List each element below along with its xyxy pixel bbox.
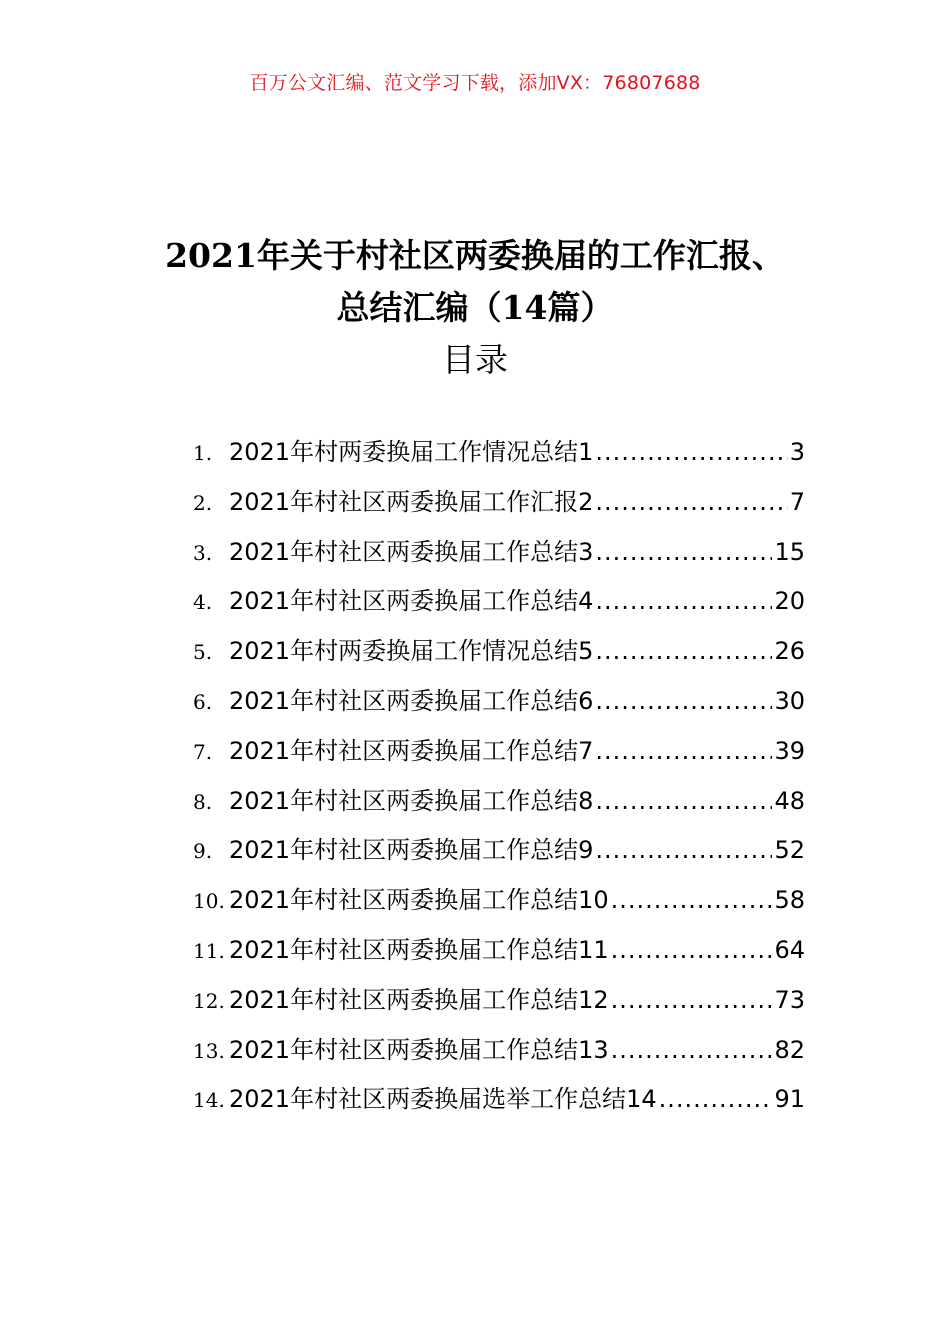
toc-leader-dots bbox=[595, 528, 772, 578]
toc-entry-number: 1. bbox=[193, 441, 213, 465]
toc-entry-title: 2021年村社区两委换届工作总结9 bbox=[229, 836, 594, 865]
toc-entry-title: 2021年村社区两委换届工作总结10 bbox=[229, 886, 609, 915]
toc-entry-title: 2021年村社区两委换届工作总结8 bbox=[229, 786, 594, 815]
table-of-contents bbox=[193, 428, 805, 1125]
toc-entry-number: 7. bbox=[193, 739, 213, 764]
header-note: 百万公文汇编、范文学习下载，添加VX：76807688 bbox=[249, 72, 701, 94]
toc-leader-dots bbox=[595, 577, 772, 627]
toc-entry[interactable] bbox=[193, 677, 805, 727]
toc-entry-page: 73 bbox=[774, 985, 805, 1014]
toc-leader-dots bbox=[595, 478, 787, 528]
toc-entry[interactable] bbox=[193, 876, 805, 926]
toc-entry[interactable] bbox=[193, 1026, 805, 1076]
toc-entry-page: 39 bbox=[774, 736, 805, 765]
toc-entry-title: 2021年村社区两委换届工作总结4 bbox=[229, 587, 594, 616]
toc-leader-dots bbox=[595, 727, 772, 777]
toc-entry-number: 6. bbox=[193, 689, 213, 714]
toc-entry-page: 82 bbox=[774, 1035, 805, 1064]
toc-leader-dots bbox=[595, 428, 787, 478]
toc-entry-page: 7 bbox=[789, 487, 805, 516]
toc-entry-page: 48 bbox=[774, 786, 805, 815]
toc-entry-page: 26 bbox=[774, 637, 805, 666]
toc-entry-page: 91 bbox=[774, 1085, 805, 1114]
toc-entry[interactable] bbox=[193, 777, 805, 827]
toc-leader-dots bbox=[611, 1026, 773, 1076]
toc-entry[interactable] bbox=[193, 727, 805, 777]
toc-entry-number: 9. bbox=[193, 839, 213, 864]
toc-entry-number: 11. bbox=[193, 938, 225, 963]
toc-entry-page: 3 bbox=[789, 438, 805, 466]
toc-entry-title: 2021年村社区两委换届工作总结6 bbox=[229, 686, 594, 715]
toc-entry-page: 64 bbox=[774, 935, 805, 964]
document-title-line-1: 2021年关于村社区两委换届的工作汇报、 bbox=[165, 236, 785, 275]
toc-leader-dots bbox=[611, 926, 773, 976]
toc-entry[interactable] bbox=[193, 478, 805, 528]
toc-leader-dots bbox=[611, 876, 773, 926]
toc-entry-number: 12. bbox=[193, 988, 225, 1013]
toc-entry-number: 3. bbox=[193, 540, 213, 565]
toc-entry-title: 2021年村社区两委换届工作总结3 bbox=[229, 537, 594, 566]
toc-entry-number: 8. bbox=[193, 789, 213, 814]
toc-leader-dots bbox=[595, 627, 772, 677]
toc-leader-dots bbox=[595, 826, 772, 876]
document-title-line-2: 总结汇编（14篇） bbox=[336, 288, 614, 327]
document-title bbox=[0, 230, 950, 334]
toc-heading: 目录 bbox=[442, 340, 508, 379]
toc-entry[interactable] bbox=[193, 1075, 805, 1125]
toc-entry[interactable] bbox=[193, 826, 805, 876]
toc-entry-number: 5. bbox=[193, 640, 213, 665]
toc-entry[interactable] bbox=[193, 976, 805, 1026]
toc-entry-page: 52 bbox=[774, 836, 805, 865]
toc-entry-page: 58 bbox=[774, 886, 805, 915]
toc-entry[interactable] bbox=[193, 528, 805, 578]
toc-entry[interactable] bbox=[193, 577, 805, 627]
toc-entry-page: 20 bbox=[774, 587, 805, 616]
toc-entry-number: 13. bbox=[193, 1038, 225, 1063]
toc-entry-title: 2021年村社区两委换届工作汇报2 bbox=[229, 487, 594, 516]
toc-leader-dots bbox=[595, 777, 772, 827]
toc-entry-title: 2021年村社区两委换届工作总结7 bbox=[229, 736, 594, 765]
toc-entry-number: 14. bbox=[193, 1088, 225, 1113]
toc-entry-page: 15 bbox=[774, 537, 805, 566]
toc-entry[interactable] bbox=[193, 428, 805, 478]
toc-entry-title: 2021年村两委换届工作情况总结1 bbox=[229, 438, 594, 466]
toc-entry-title: 2021年村社区两委换届选举工作总结14 bbox=[229, 1085, 657, 1114]
toc-entry-title: 2021年村两委换届工作情况总结5 bbox=[229, 637, 594, 666]
toc-entry-number: 10. bbox=[193, 889, 225, 914]
toc-entry-page: 30 bbox=[774, 686, 805, 715]
toc-entry[interactable] bbox=[193, 627, 805, 677]
toc-entry-title: 2021年村社区两委换届工作总结13 bbox=[229, 1035, 609, 1064]
toc-entry-number: 4. bbox=[193, 590, 213, 615]
toc-entry-title: 2021年村社区两委换届工作总结11 bbox=[229, 935, 609, 964]
toc-leader-dots bbox=[595, 677, 772, 727]
toc-entry-title: 2021年村社区两委换届工作总结12 bbox=[229, 985, 609, 1014]
toc-entry-number: 2. bbox=[193, 490, 213, 515]
toc-leader-dots bbox=[611, 976, 773, 1026]
toc-leader-dots bbox=[659, 1075, 773, 1125]
toc-entry[interactable] bbox=[193, 926, 805, 976]
